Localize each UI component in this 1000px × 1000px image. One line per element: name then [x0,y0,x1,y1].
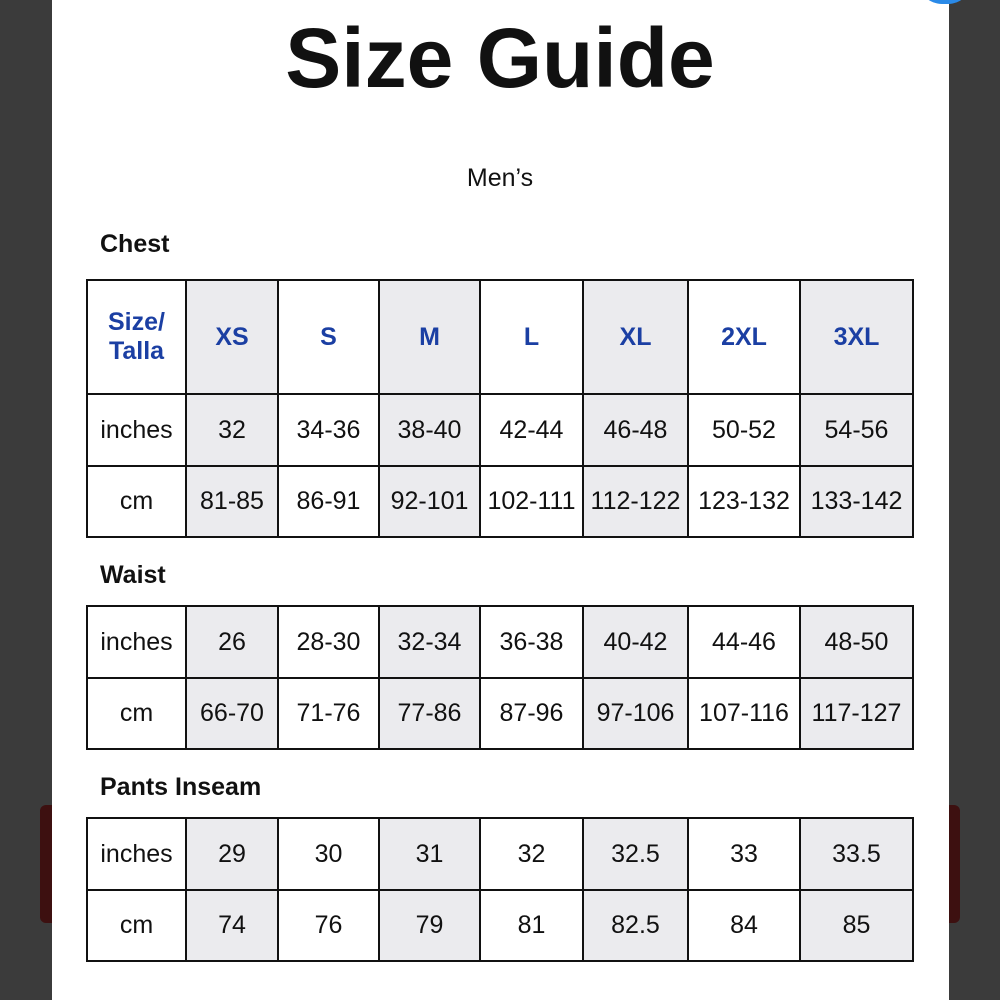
table-cell: 82.5 [583,890,688,961]
gender-subtitle: Men’s [466,164,534,192]
table-cell: 44-46 [688,606,800,678]
table-cell: 54-56 [800,394,913,466]
table-cell: 97-106 [583,678,688,749]
table-cell: 36-38 [480,606,583,678]
table-cell: 117-127 [800,678,913,749]
table-row [87,606,913,678]
table-cell: 71-76 [278,678,379,749]
size-header-xl: XL [583,280,688,394]
table-cell: 86-91 [278,466,379,537]
waist-section-label: Waist [100,561,166,589]
row-label: inches [87,818,186,890]
table-cell: 102-111 [480,466,583,537]
chest-table [86,279,914,538]
table-cell: 81 [480,890,583,961]
table-cell: 76 [278,890,379,961]
table-cell: 123-132 [688,466,800,537]
size-header-label [87,280,186,394]
table-cell: 50-52 [688,394,800,466]
size-header-3xl: 3XL [800,280,913,394]
size-label-line2: Talla [108,337,165,365]
table-cell: 42-44 [480,394,583,466]
page-title: Size Guide [285,11,715,105]
table-cell: 31 [379,818,480,890]
table-cell: 74 [186,890,278,961]
table-cell: 112-122 [583,466,688,537]
table-cell: 33.5 [800,818,913,890]
chest-section-label: Chest [100,230,170,258]
table-cell: 28-30 [278,606,379,678]
table-row [87,678,913,749]
table-cell: 32 [186,394,278,466]
table-cell: 92-101 [379,466,480,537]
table-cell: 32.5 [583,818,688,890]
table-row [87,394,913,466]
table-cell: 34-36 [278,394,379,466]
table-cell: 48-50 [800,606,913,678]
table-cell: 46-48 [583,394,688,466]
row-label: inches [87,394,186,466]
size-label-line1: Size/ [108,308,165,336]
table-cell: 32 [480,818,583,890]
waist-table [86,605,914,750]
inseam-section-label: Pants Inseam [100,773,262,801]
row-label: cm [87,678,186,749]
table-cell: 84 [688,890,800,961]
table-cell: 40-42 [583,606,688,678]
table-row [87,818,913,890]
table-cell: 85 [800,890,913,961]
table-cell: 81-85 [186,466,278,537]
table-cell: 26 [186,606,278,678]
table-row [87,280,913,394]
table-cell: 33 [688,818,800,890]
inseam-table [86,817,914,962]
size-header-2xl: 2XL [688,280,800,394]
table-row [87,890,913,961]
row-label: inches [87,606,186,678]
row-label: cm [87,466,186,537]
table-cell: 77-86 [379,678,480,749]
size-header-s: S [278,280,379,394]
table-cell: 79 [379,890,480,961]
size-header-m: M [379,280,480,394]
table-cell: 107-116 [688,678,800,749]
table-cell: 66-70 [186,678,278,749]
table-row [87,466,913,537]
size-header-xs: XS [186,280,278,394]
size-header-l: L [480,280,583,394]
table-cell: 38-40 [379,394,480,466]
table-cell: 29 [186,818,278,890]
table-cell: 87-96 [480,678,583,749]
table-cell: 30 [278,818,379,890]
row-label: cm [87,890,186,961]
table-cell: 32-34 [379,606,480,678]
table-cell: 133-142 [800,466,913,537]
